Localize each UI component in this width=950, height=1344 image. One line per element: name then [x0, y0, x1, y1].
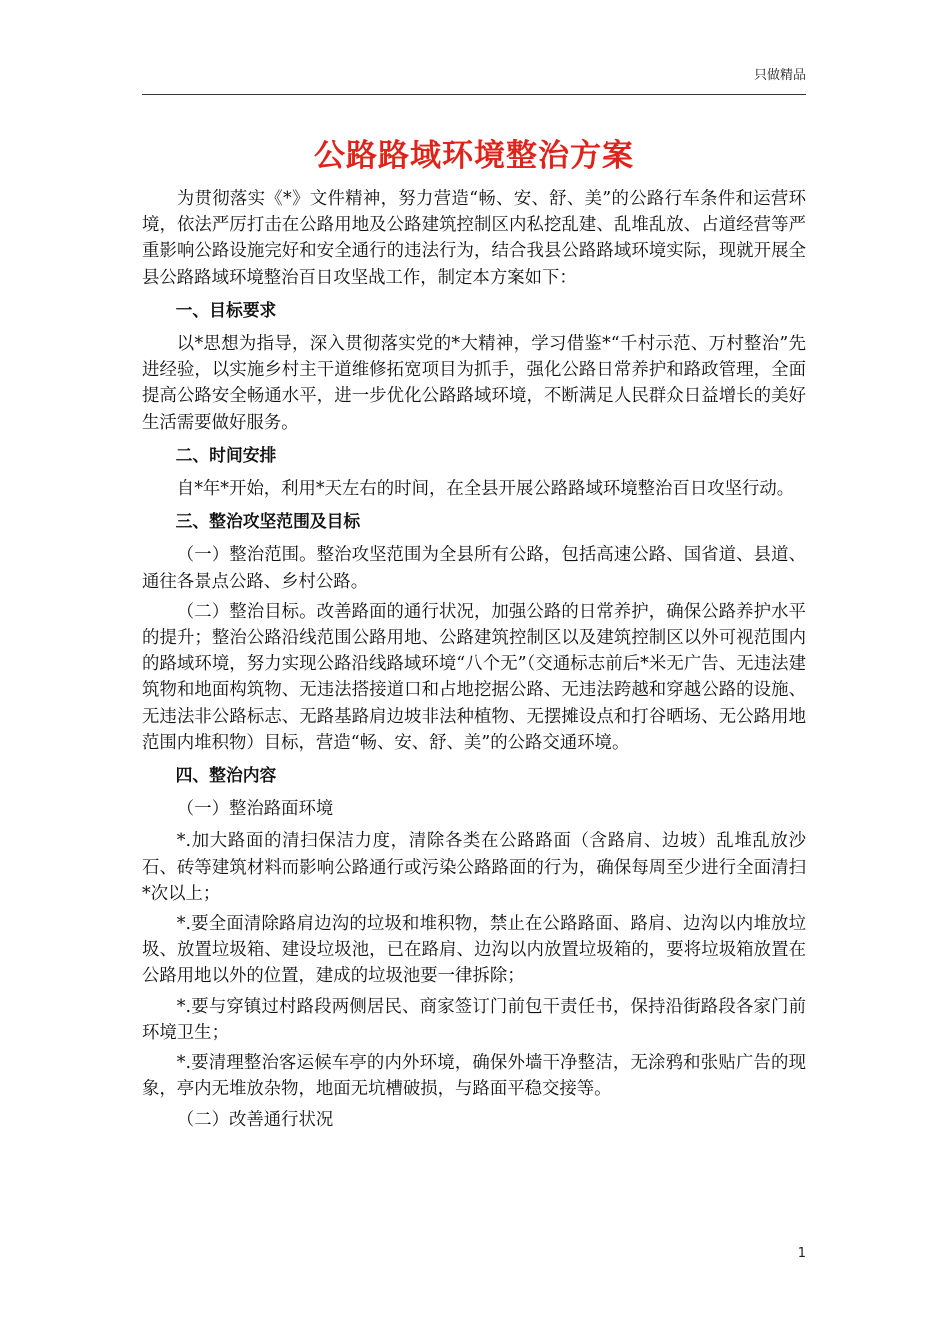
header-divider	[142, 94, 806, 95]
subsection-heading: （一）整治路面环境	[176, 799, 334, 820]
list-item: *.要清理整治客运候车亭的内外环境，确保外墙干净整洁，无涂鸦和张贴广告的现象，亭内无堆放杂物，地面无坑槽破损，与路面平稳交接等。	[142, 1053, 806, 1100]
section-heading: 二、时间安排	[175, 444, 277, 465]
list-item: *.加大路面的清扫保洁力度，清除各类在公路路面（含路肩、边坡）乱堆乱放沙石、砖等建筑材料而影响公路通行或污染公路路面的行为，确保每周至少进行全面清扫*次以上；	[142, 831, 806, 904]
section-heading: 一、目标要求	[175, 299, 277, 320]
body-paragraph: （二）整治目标。改善路面的通行状况，加强公路的日常养护，确保公路养护水平的提升；整治公路沿线范围公路用地、公路建筑控制区以及建筑控制区以外可视范围内的路域环境，努力实现公路沿线路域环境“八个无”（交通标志前后*米无广告、无违法建筑物和地面构筑物、无违法搭接道口和占地挖据公路、无违法跨越和穿越公路的设施、无违法非公路标志、无路基路肩边坡非法种植物、无摆摊设点和打谷晒场、无公路用地范围内堆积物）目标，营造“畅、安、舒、美”的公路交通环境。	[142, 601, 806, 753]
section-heading: 三、整治攻坚范围及目标	[175, 511, 361, 532]
section-heading: 四、整治内容	[175, 765, 277, 786]
body-paragraph: 自*年*开始，利用*天左右的时间，在全县开展公路路域环境整治百日攻坚行动。	[176, 479, 795, 500]
body-paragraph: （一）整治范围。整治攻坚范围为全县所有公路，包括高速公路、国省道、县道、通往各景点公路、乡村公路。	[142, 545, 806, 592]
page-header: 只做精品	[753, 68, 806, 83]
list-item: *.要全面清除路肩边沟的垃圾和堆积物，禁止在公路路面、路肩、边沟以内堆放垃圾、放置垃圾箱、建设垃圾池，已在路肩、边沟以内放置垃圾箱的，要将垃圾箱放置在公路用地以外的位置，建成的垃圾池要一律拆除；	[142, 914, 806, 987]
body-paragraph: 以*思想为指导，深入贯彻落实党的*大精神，学习借鉴*“千村示范、万村整治”先进经验，以实施乡村主干道维修拓宽项目为抓手，强化公路日常养护和路政管理，全面提高公路安全畅通水平，进一步优化公路路域环境，不断满足人民群众日益增长的美好生活需要做好服务。	[142, 334, 806, 433]
list-item: *.要与穿镇过村路段两侧居民、商家签订门前包干责任书，保持沿街路段各家门前环境卫生；	[142, 996, 806, 1043]
subsection-heading: （二）改善通行状况	[176, 1109, 334, 1130]
page-number: 1	[797, 1246, 806, 1261]
document-body	[142, 186, 806, 1139]
intro-paragraph: 为贯彻落实《*》文件精神，努力营造“畅、安、舒、美”的公路行车条件和运营环境，依法严厉打击在公路用地及公路建筑控制区内私挖乱建、乱堆乱放、占道经营等严重影响公路设施完好和安全通行的违法行为，结合我县公路路域环境实际，现就开展全县公路路域环境整治百日攻坚战工作，制定本方案如下：	[142, 189, 806, 288]
document-title: 公路路域环境整治方案	[314, 138, 634, 174]
